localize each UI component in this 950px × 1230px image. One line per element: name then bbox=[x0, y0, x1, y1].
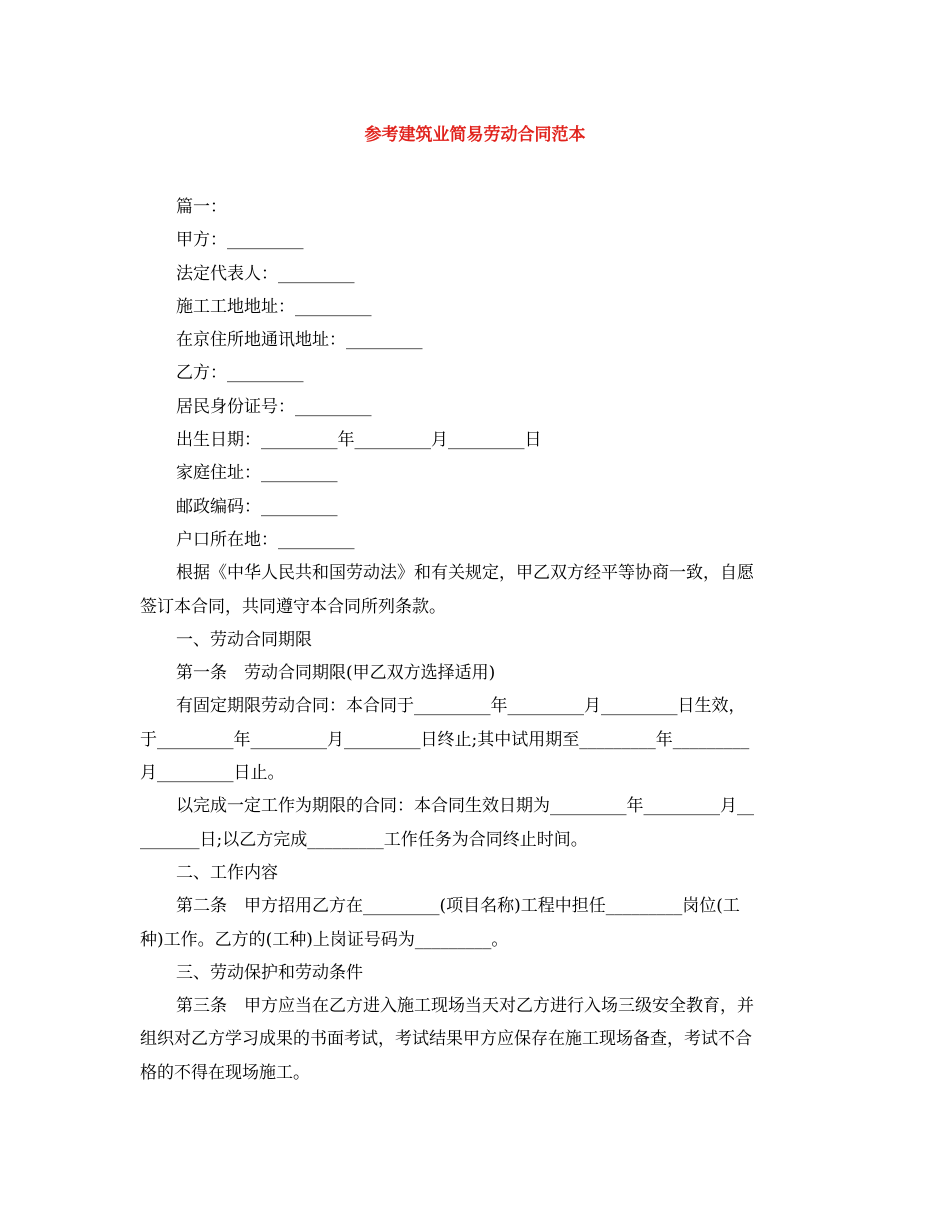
section-heading: 三、劳动保护和劳动条件 bbox=[176, 962, 363, 983]
paragraph-line: 篇一： bbox=[176, 197, 227, 217]
paragraph-line: 施工工地地址：_________ bbox=[176, 296, 372, 317]
paragraph-line: 在京住所地通讯地址：_________ bbox=[176, 330, 423, 351]
paragraph-line: 邮政编码：_________ bbox=[176, 496, 338, 517]
document-title: 参考建筑业简易劳动合同范本 bbox=[364, 125, 586, 145]
paragraph-line: 根据《中华人民共和国劳动法》和有关规定，甲乙双方经平等协商一致，自愿 bbox=[176, 563, 754, 584]
document-body bbox=[140, 191, 812, 1090]
paragraph-line: 第二条 甲方招用乙方在_________(项目名称)工程中担任_________岗位(工 bbox=[176, 896, 740, 917]
paragraph-line: 家庭住址：_________ bbox=[176, 463, 338, 484]
section-heading: 二、工作内容 bbox=[176, 862, 278, 883]
section-heading: 一、劳动合同期限 bbox=[176, 629, 312, 650]
paragraph-line: 格的不得在现场施工。 bbox=[140, 1062, 310, 1083]
paragraph-line: 以完成一定工作为期限的合同：本合同生效日期为_________年_________月__ bbox=[176, 796, 754, 817]
article-heading: 第一条 劳动合同期限(甲乙双方选择适用) bbox=[176, 663, 496, 684]
paragraph-line: 法定代表人：_________ bbox=[176, 263, 355, 284]
paragraph-line: 户口所在地：_________ bbox=[176, 529, 355, 550]
paragraph-line: 月_________日止。 bbox=[140, 763, 285, 784]
paragraph-line: _______日;以乙方完成_________工作任务为合同终止时间。 bbox=[140, 829, 588, 850]
paragraph-line: 组织对乙方学习成果的书面考试，考试结果甲方应保存在施工现场备查，考试不合 bbox=[140, 1029, 752, 1050]
paragraph-line: 有固定期限劳动合同：本合同于_________年_________月_________日生效， bbox=[176, 696, 746, 717]
paragraph-line: 乙方：_________ bbox=[176, 363, 304, 384]
paragraph-line: 甲方：_________ bbox=[176, 230, 304, 251]
paragraph-line: 出生日期：_________年_________月_________日 bbox=[176, 430, 542, 451]
paragraph-line: 居民身份证号：_________ bbox=[176, 396, 372, 417]
paragraph-line: 第三条 甲方应当在乙方进入施工现场当天对乙方进行入场三级安全教育，并 bbox=[176, 996, 754, 1017]
paragraph-line: 于_________年_________月_________日终止;其中试用期至_________年_________ bbox=[140, 729, 750, 750]
paragraph-line: 种)工作。乙方的(工种)上岗证号码为_________。 bbox=[140, 929, 509, 950]
paragraph-line: 签订本合同，共同遵守本合同所列条款。 bbox=[140, 596, 446, 617]
